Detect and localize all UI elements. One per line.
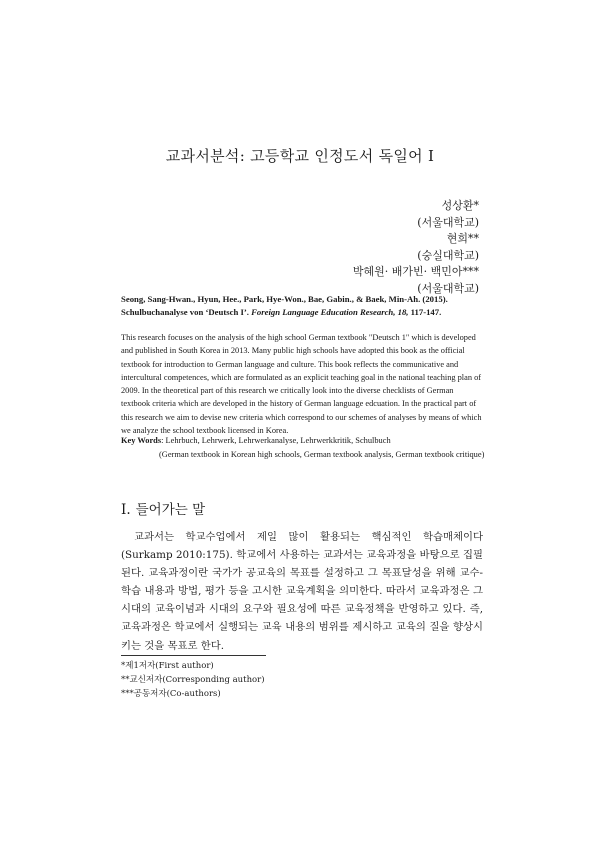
citation-authors: Seong, Sang-Hwan., Hyun, Hee., Park, Hye-Won., Bae, Gabin., & Baek, Min-Ah. (2015). Schulbuchanalyse von ‘Deutsch I’. <box>121 294 448 317</box>
author-name: 박혜원· 배가빈· 백민아*** <box>352 265 479 279</box>
section-heading <box>121 498 205 518</box>
author-name: 현희** <box>446 232 479 246</box>
footnote-divider <box>121 655 266 656</box>
abstract <box>121 331 482 437</box>
body-paragraph: 교과서는 학교수업에서 제일 많이 활용되는 핵심적인 학습매체이다(Surkamp 2010:175). 학교에서 사용하는 교과서는 교육과정을 바탕으로 집필된다. 교육과정이란 국가가 공교육의 목표를 설정하고 그 목표달성을 위해 교수-학습 내용과 방법, 평가 등을 고시한 교육계획을 의미한다. 따라서 교육과정은 그 시대의 교육이념과 시대의 요구와 필요성에 따른 교육정책을 반영하고 있다. 즉, 교육과정은 학교에서 실행되는 교육 내용의 범위를 제시하고 교육의 질을 향상시키는 것을 목표로 한다. <box>121 531 483 652</box>
author-affiliation: (서울대학교) <box>417 215 479 229</box>
footnote: ***공동저자(Co-authors) <box>121 688 221 699</box>
abstract-text: This research focuses on the analysis of the high school German textbook "Deutsch 1" which is developed and published in South Korea in 2013. Many public high schools have adopted this book as the official textbook for introduction to German language and culture. This book reflects the communicative and intercultural competences, which are formulated as an explicit teaching goal in the national teaching plan of 2009. In the theoretical part of this research we critically look into the diverse checklists of German textbook criteria which are developed in the history of German language edcuation. In the practical part of this research we aim to devise new criteria which correspond to our schemes of analyses by means of which we analyze the school textbook licensed in Korea. <box>121 333 482 436</box>
keywords-translation: (German textbook in Korean high schools, German textbook analysis, German textbook critique) <box>159 449 485 459</box>
keywords-terms: : Lehrbuch, Lehrwerk, Lehrwerkanalyse, Lehrwerkkritik, Schulbuch <box>161 436 391 445</box>
author-name: 성상환* <box>441 199 479 212</box>
citation <box>121 293 483 319</box>
author-affiliation: (숭실대학교) <box>417 248 479 262</box>
footnotes <box>121 660 265 702</box>
footnote: *제1저자(First author) <box>121 661 214 671</box>
keywords-label: Key Words <box>121 436 162 445</box>
body-text <box>121 528 483 655</box>
citation-journal: Foreign Language Education Research, 18, <box>251 307 409 317</box>
citation-pages: 117-147. <box>408 307 442 317</box>
author-block <box>353 198 479 298</box>
author-affiliation: (서울대학교) <box>417 281 479 295</box>
paper-title: 교과서분석: 고등학교 인정도서 독일어 I <box>165 147 435 165</box>
footnote: **교신저자(Corresponding author) <box>121 674 265 685</box>
section-title: 들어가는 말 <box>135 502 206 518</box>
keywords <box>121 434 491 461</box>
section-number: Ⅰ. <box>121 502 131 518</box>
